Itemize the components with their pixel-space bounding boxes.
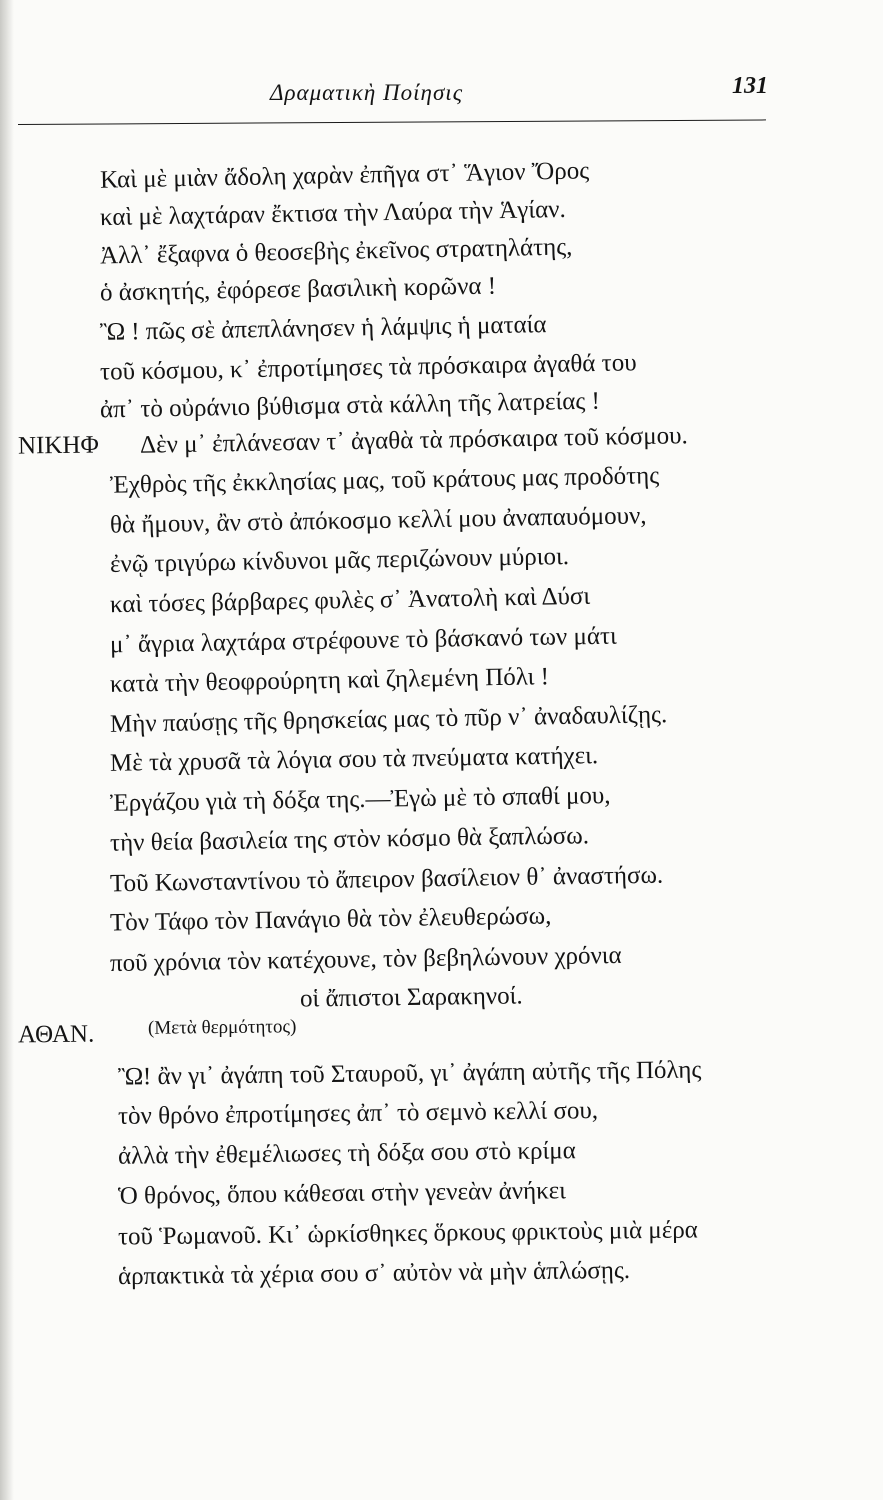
verse-line: Ἀλλ᾽ ἔξαφνα ὁ θεοσεβὴς ἐκεῖνος στρατηλάτης, [99,233,573,270]
verse-line: Δὲν μ᾽ ἐπλάνεσαν τ᾽ ἀγαθὰ τὰ πρόσκαιρα τοῦ κόσμου. [139,422,688,459]
verse-line: Ὢ! ἂν γι᾽ ἀγάπη τοῦ Σταυροῦ, γι᾽ ἀγάπη αὐτῆς τῆς Πόλης [117,1056,702,1091]
verse-line: Τὸν Τάφο τὸν Πανάγιο θὰ τὸν ἐλευθερώσω, [109,902,552,937]
stage-direction: (Μετὰ θερμότητος) [147,1016,297,1039]
page-gutter-shadow [0,0,14,1500]
verse-line: ἀλλὰ τὴν ἐθεμέλιωσες τὴ δόξα σου στὸ κρίμα [117,1137,576,1170]
page-number: 131 [732,73,768,99]
verse-line: Μὲ τὰ χρυσᾶ τὰ λόγια σου τὰ πνεύματα κατήχει. [109,742,599,777]
verse-line: ὁ ἀσκητής, ἐφόρεσε βασιλικὴ κορῶνα ! [99,272,497,307]
verse-line: Ὁ θρόνος, ὅπου κάθεσαι στὴν γενεὰν ἀνήκει [117,1177,567,1210]
speaker-label-nikif: ΝΙΚΗΦ [17,431,99,460]
verse-line: ποῦ χρόνια τὸν κατέχουνε, τὸν βεβηλώνουν χρόνια [109,941,622,978]
verse-line: κατὰ τὴν θεοφρούρητη καὶ ζηλεμένη Πόλι ! [109,663,550,698]
verse-line: Ἐργάζου γιὰ τὴ δόξα της.—Ἐγὼ μὲ τὸ σπαθί μου, [109,782,611,817]
running-header-title: Δραματικὴ Ποίησις [270,80,464,105]
verse-line: ἐνῷ τριγύρω κίνδυνοι μᾶς περιζώνουν μύριοι. [109,542,570,579]
verse-line: ἀπ᾽ τὸ οὐράνιο βύθισμα στὰ κάλλη τῆς λατρείας ! [99,387,601,424]
verse-line: Μὴν παύσῃς τῆς θρησκείας μας τὸ πῦρ ν᾽ ἀναδαυλίζῃς. [109,701,668,738]
header-rule [18,119,766,125]
verse-line: ἁρπακτικὰ τὰ χέρια σου σ᾽ αὐτὸν νὰ μὴν ἁπλώσῃς. [117,1256,631,1291]
verse-line: Καὶ μὲ μιὰν ἄδολη χαρὰν ἐπῆγα στ᾽ Ἅγιον Ὄρος [99,157,590,194]
verse-line: Ὢ ! πῶς σὲ ἀπεπλάνησεν ἡ λάμψις ἡ ματαία [99,311,547,346]
verse-line: καὶ τόσες βάρβαρες φυλὲς σ᾽ Ἀνατολὴ καὶ Δύσι [109,582,591,619]
verse-line: Τοῦ Κωνσταντίνου τὸ ἄπειρον βασίλειον θ᾽ ἀναστήσω. [109,861,664,898]
verse-line: τοῦ κόσμου, κ᾽ ἐπροτίμησες τὰ πρόσκαιρα ἀγαθά του [99,349,637,386]
verse-line: Ἐχθρὸς τῆς ἐκκλησίας μας, τοῦ κράτους μας προδότης [109,462,660,499]
verse-line: τὴν θεία βασιλεία της στὸν κόσμο θὰ ξαπλώσω. [109,822,590,857]
verse-line: θὰ ἤμουν, ἂν στὸ ἀπόκοσμο κελλί μου ἀναπαυόμουν, [109,502,647,539]
verse-line: τοῦ Ῥωμανοῦ. Κι᾽ ὡρκίσθηκες ὅρκους φρικτοὺς μιὰ μέρα [117,1216,698,1251]
verse-line: τὸν θρόνο ἐπροτίμησες ἀπ᾽ τὸ σεμνὸ κελλί σου, [117,1097,599,1130]
verse-line: οἱ ἄπιστοι Σαρακηνοί. [299,982,523,1013]
verse-line: καὶ μὲ λαχτάραν ἔκτισα τὴν Λαύρα τὴν Ἁγίαν. [99,195,566,232]
speaker-label-athan: ΑΘΑΝ. [17,1020,95,1049]
verse-line: μ᾽ ἄγρια λαχτάρα στρέφουνε τὸ βάσκανό των μάτι [109,622,617,659]
